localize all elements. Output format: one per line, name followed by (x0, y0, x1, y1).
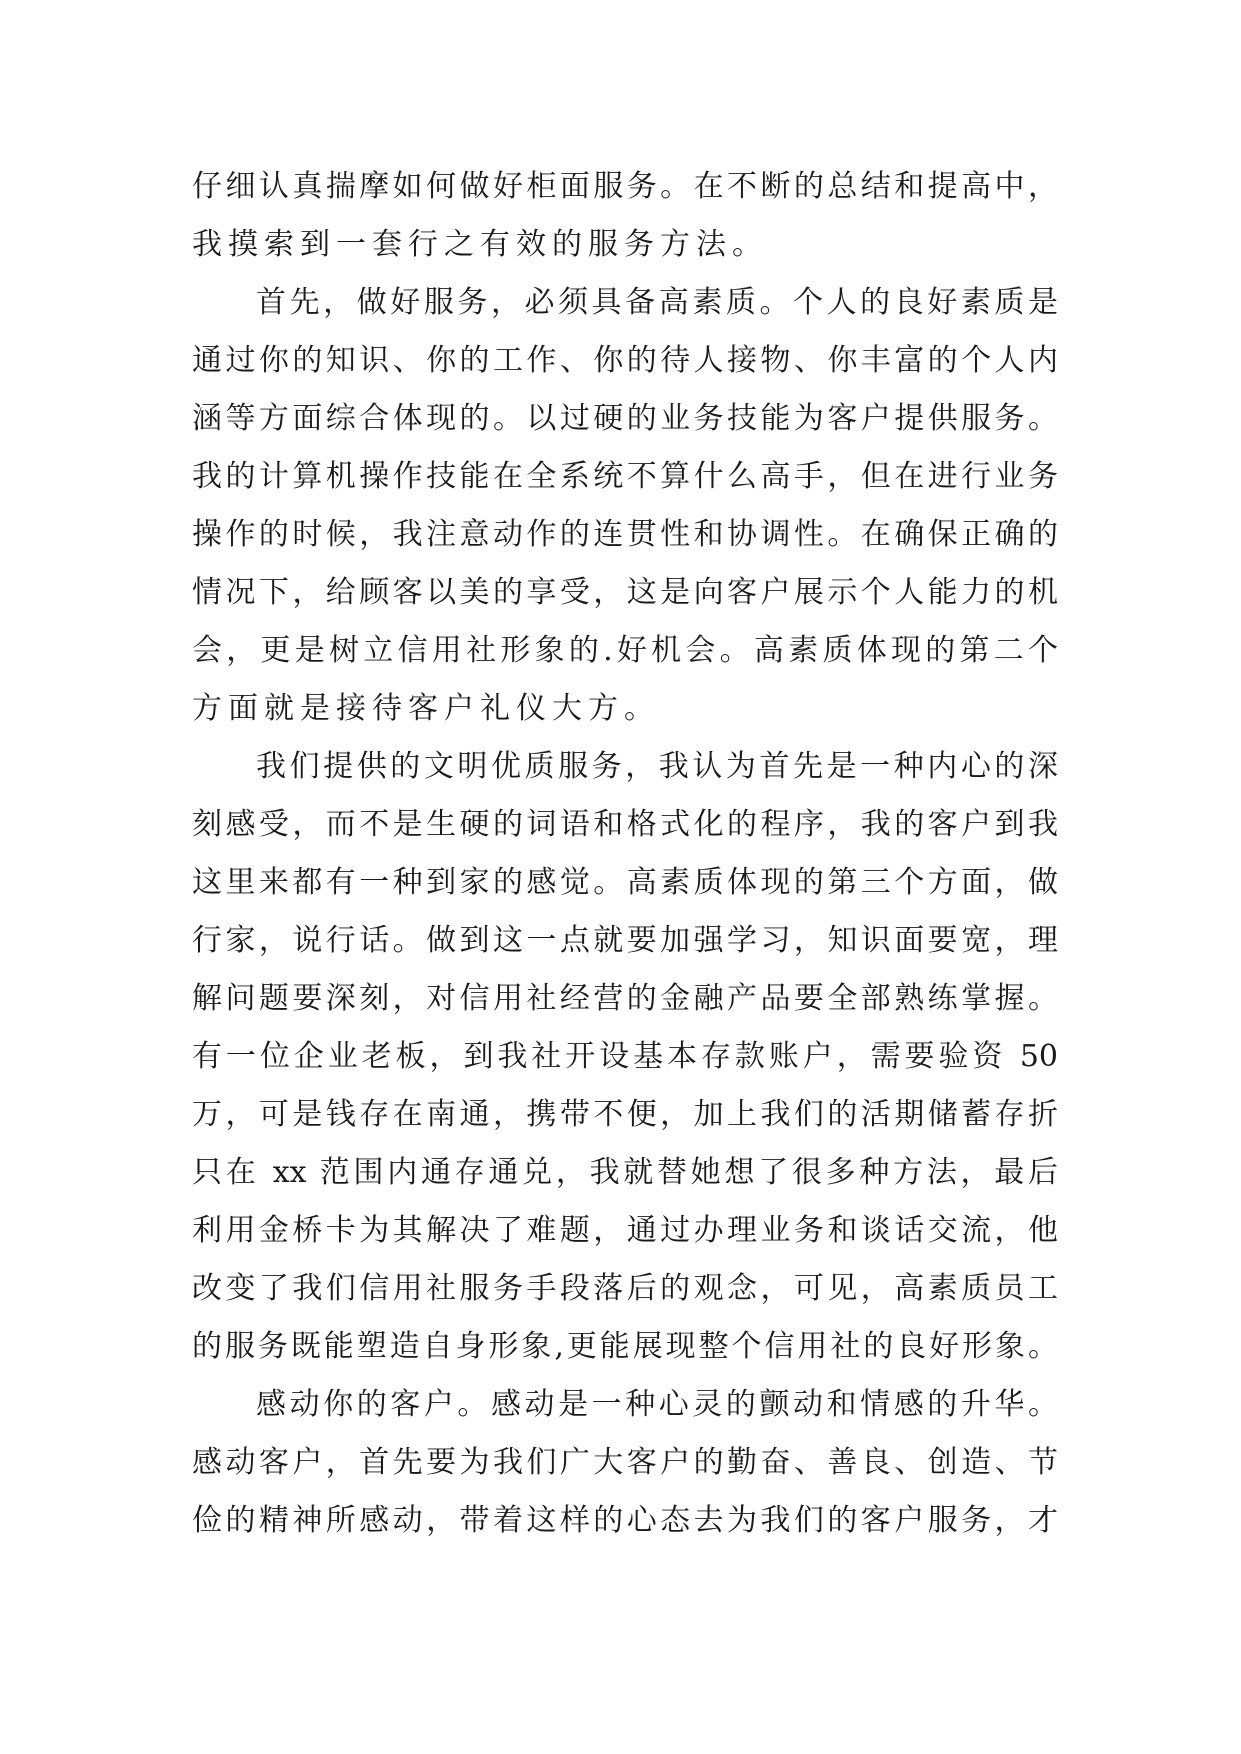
text-line: 行家，说行话。做到这一点就要加强学习，知识面要宽，理 (192, 923, 1058, 958)
paragraph (192, 1376, 1058, 1550)
text-line: 感动客户，首先要为我们广大客户的勤奋、善良、创造、节 (192, 1445, 1058, 1480)
text-line: 仔细认真揣摩如何做好柜面服务。在不断的总结和提高中， (192, 169, 1058, 204)
paragraph (192, 274, 1058, 738)
text-line: 刻感受，而不是生硬的词语和格式化的程序，我的客户到我 (192, 807, 1058, 842)
text-line: 感动你的客户。感动是一种心灵的颤动和情感的升华。 (256, 1387, 1058, 1422)
text-line: 有一位企业老板，到我社开设基本存款账户，需要验资 50 (192, 1039, 1058, 1074)
text-line: 方面就是接待客户礼仪大方。 (192, 691, 660, 726)
paragraph (192, 158, 1058, 274)
text-line: 涵等方面综合体现的。以过硬的业务技能为客户提供服务。 (192, 401, 1058, 436)
text-line: 首先，做好服务，必须具备高素质。个人的良好素质是 (256, 285, 1058, 320)
text-line: 万，可是钱存在南通，携带不便，加上我们的活期储蓄存折 (192, 1097, 1058, 1132)
text-line: 俭的精神所感动，带着这样的心态去为我们的客户服务，才 (192, 1503, 1058, 1538)
paragraph (192, 738, 1058, 1376)
text-line: 这里来都有一种到家的感觉。高素质体现的第三个方面，做 (192, 865, 1058, 900)
text-line: 解问题要深刻，对信用社经营的金融产品要全部熟练掌握。 (192, 981, 1058, 1016)
text-line: 通过你的知识、你的工作、你的待人接物、你丰富的个人内 (192, 343, 1058, 378)
text-line: 改变了我们信用社服务手段落后的观念，可见，高素质员工 (192, 1271, 1058, 1306)
text-line: 会，更是树立信用社形象的.好机会。高素质体现的第二个 (192, 633, 1058, 668)
text-line: 操作的时候，我注意动作的连贯性和协调性。在确保正确的 (192, 517, 1058, 552)
text-line: 我们提供的文明优质服务，我认为首先是一种内心的深 (256, 749, 1058, 784)
text-line: 我摸索到一套行之有效的服务方法。 (192, 227, 768, 262)
document-body (192, 158, 1058, 1550)
text-line: 我的计算机操作技能在全系统不算什么高手，但在进行业务 (192, 459, 1058, 494)
text-line: 的服务既能塑造自身形象,更能展现整个信用社的良好形象。 (192, 1329, 1058, 1364)
text-line: 情况下，给顾客以美的享受，这是向客户展示个人能力的机 (192, 575, 1058, 610)
text-line: 只在 xx 范围内通存通兑，我就替她想了很多种方法，最后 (192, 1155, 1058, 1190)
text-line: 利用金桥卡为其解决了难题，通过办理业务和谈话交流，他 (192, 1213, 1058, 1248)
